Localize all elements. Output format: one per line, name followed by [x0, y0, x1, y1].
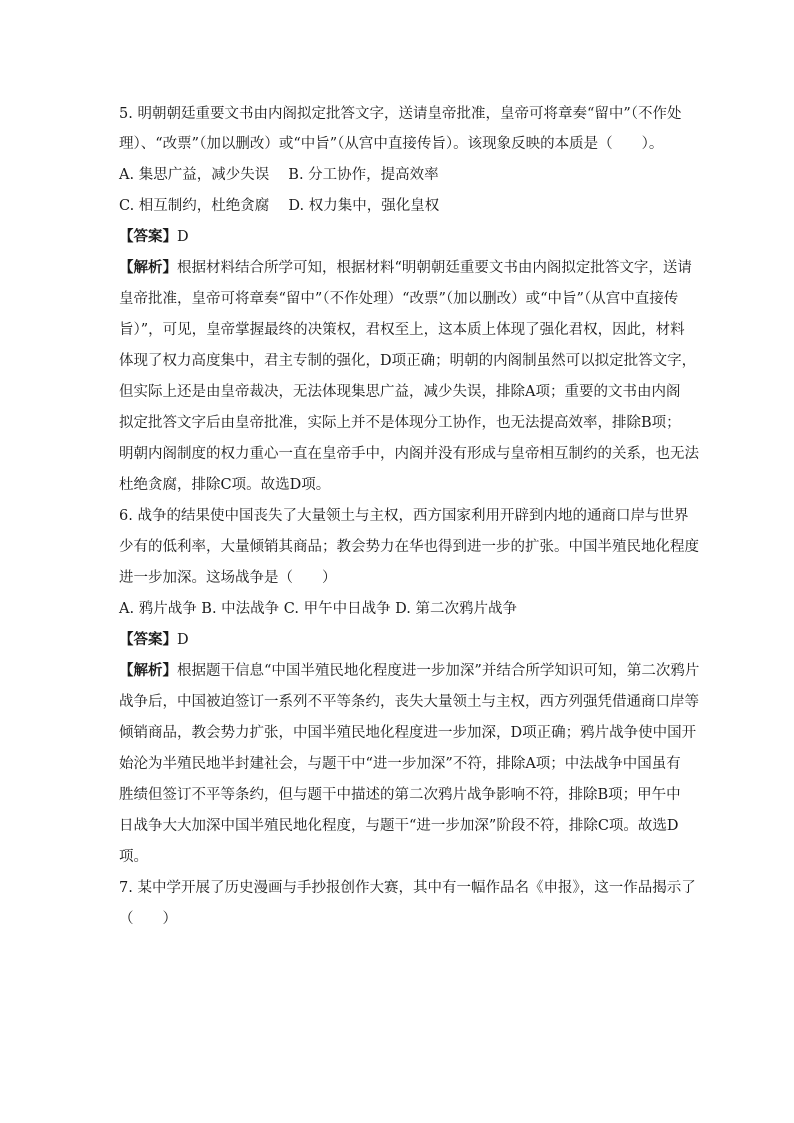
- q5-analysis-line-1: [119, 258, 692, 278]
- q5-analysis-line-8: 杜绝贪腐，排除C项。故选D项。: [119, 477, 331, 493]
- q7-stem-line-2: （ ）: [119, 911, 177, 927]
- q5-analysis-line-4: 体现了权力高度集中，君主专制的强化，D项正确；明朝的内阁制虽然可以拟定批答文字，: [119, 353, 697, 369]
- q6-analysis-line-4: 始沦为半殖民地半封建社会，与题干中“进一步加深”不符，排除A项；中法战争中国虽有: [119, 756, 681, 772]
- q6-stem-line-2: 少有的低利率，大量倾销其商品；教会势力在华也得到进一步的扩张。中国半殖民地化程度: [119, 539, 699, 555]
- q6-analysis-line-7: 项。: [119, 849, 148, 865]
- q6-analysis-line-5: 胜绩但签订不平等条约，但与题干中描述的第二次鸦片战争影响不符，排除B项；甲午中: [119, 787, 681, 803]
- q6-answer-value: D: [177, 632, 189, 648]
- q6-analysis-line-1: [119, 661, 699, 681]
- q5-stem-line-1: 5. 明朝朝廷重要文书由内阁拟定批答文字，送请皇帝批准，皇帝可将章奏“留中”（不作处: [119, 106, 682, 122]
- q5-analysis-line-5: 但实际上还是由皇帝裁决，无法体现集思广益，减少失误，排除A项；重要的文书由内阁: [119, 384, 681, 400]
- q5-options-line-2: C. 相互制约，杜绝贪腐 D. 权力集中，强化皇权: [119, 198, 440, 214]
- q6-stem-line-3: 进一步加深。这场战争是（ ）: [119, 570, 337, 586]
- q5-options-line-1: A. 集思广益，减少失误 B. 分工协作，提高效率: [119, 167, 439, 183]
- q5-answer-label: 【答案】: [119, 228, 177, 245]
- q5-answer-value: D: [177, 229, 189, 245]
- q6-options-line-1: A. 鸦片战争 B. 中法战争 C. 甲午中日战争 D. 第二次鸦片战争: [119, 601, 518, 617]
- q6-answer-label: 【答案】: [119, 631, 177, 648]
- q5-analysis-line-3: 旨）”，可见，皇帝掌握最终的决策权，君权至上，这本质上体现了强化君权，因此，材料: [119, 322, 685, 338]
- q5-analysis-text-1: 根据材料结合所学可知，根据材料“明朝朝廷重要文书由内阁拟定批答文字，送请: [177, 260, 692, 276]
- q5-analysis-line-6: 拟定批答文字后由皇帝批准，实际上并不是体现分工协作，也无法提高效率，排除B项；: [119, 415, 681, 431]
- q6-analysis-line-6: 日战争大大加深中国半殖民地化程度，与题干“进一步加深”阶段不符，排除C项。故选D: [119, 818, 679, 834]
- q6-stem-line-1: 6. 战争的结果使中国丧失了大量领土与主权，西方国家利用开辟到内地的通商口岸与世界: [119, 508, 689, 524]
- q5-analysis-line-7: 明朝内阁制度的权力重心一直在皇帝手中，内阁并没有形成与皇帝相互制约的关系，也无法: [119, 446, 699, 462]
- q7-stem-line-1: 7. 某中学开展了历史漫画与手抄报创作大赛，其中有一幅作品名《申报》，这一作品揭示了: [119, 880, 696, 896]
- q6-analysis-label: 【解析】: [119, 662, 177, 679]
- q6-analysis-line-2: 战争后，中国被迫签订一系列不平等条约，丧失大量领土与主权，西方列强凭借通商口岸等: [119, 694, 699, 710]
- q5-stem-line-2: 理）、“改票”（加以删改）或“中旨”（从宫中直接传旨）。该现象反映的本质是（ ）。: [119, 136, 664, 152]
- q6-analysis-line-3: 倾销商品，教会势力扩张，中国半殖民地化程度进一步加深，D项正确；鸦片战争使中国开: [119, 725, 697, 741]
- q6-analysis-text-1: 根据题干信息“中国半殖民地化程度进一步加深”并结合所学知识可知，第二次鸦片: [177, 663, 700, 679]
- q5-answer-line: [119, 227, 189, 247]
- q5-analysis-line-2: 皇帝批准，皇帝可将章奏“留中”（不作处理）“改票”（加以删改）或“中旨”（从宫中直接传: [119, 291, 679, 307]
- q5-analysis-label: 【解析】: [119, 259, 177, 276]
- q6-answer-line: [119, 630, 189, 650]
